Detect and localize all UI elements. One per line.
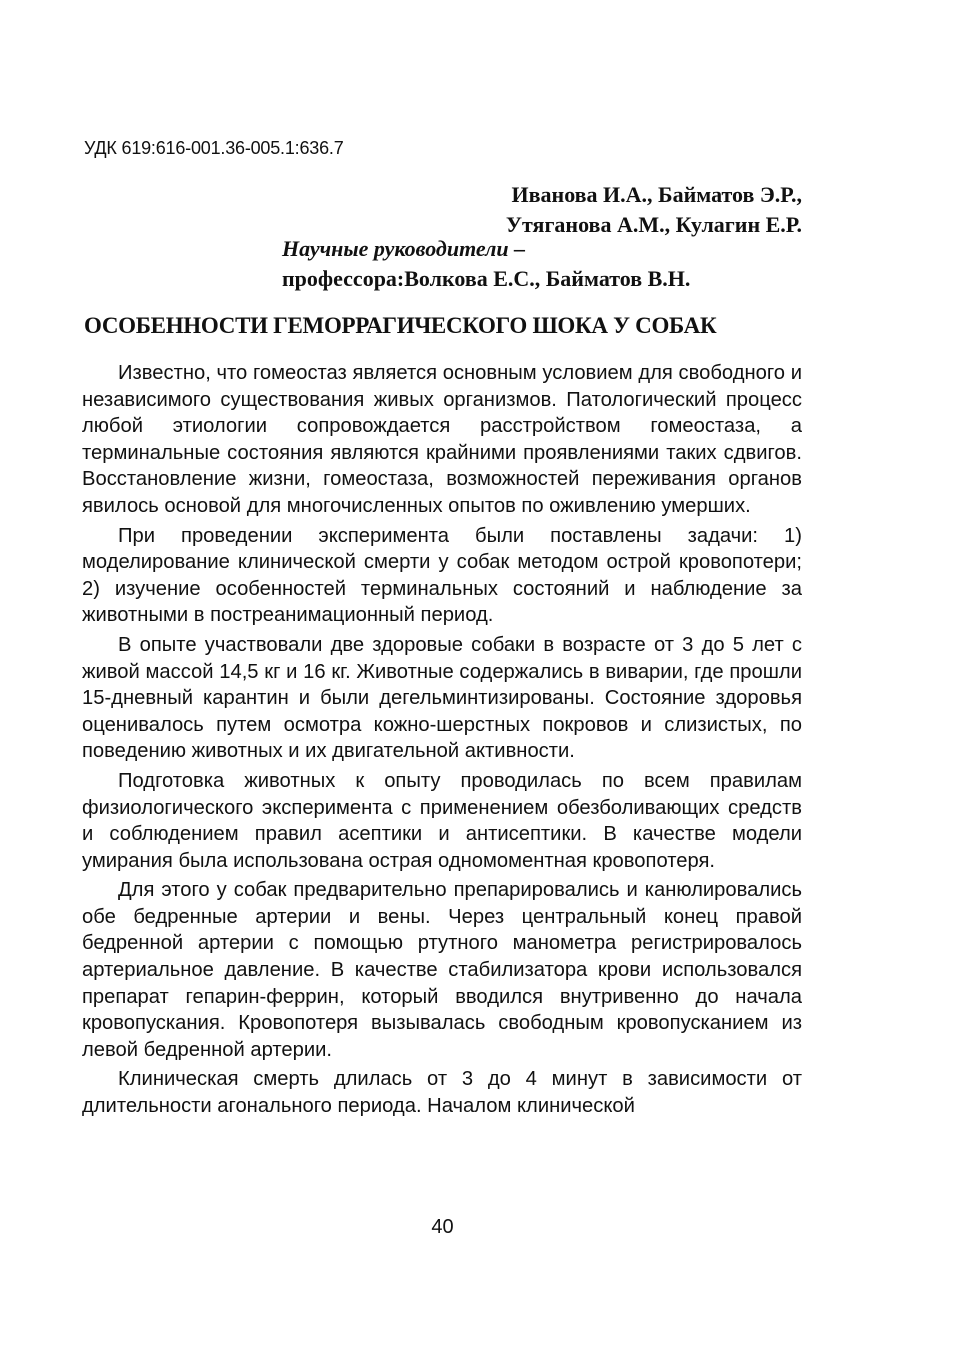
udk-code: УДК 619:616-001.36-005.1:636.7 bbox=[84, 138, 344, 158]
author-list bbox=[202, 180, 802, 240]
author-line: Утяганова А.М., Кулагин Е.Р. bbox=[505, 212, 802, 237]
article-body bbox=[82, 360, 802, 1123]
article-title: ОСОБЕННОСТИ ГЕМОРРАГИЧЕСКОГО ШОКА У СОБАК bbox=[84, 313, 717, 338]
body-paragraph: В опыте участвовали две здоровые собаки в возрасте от 3 до 5 лет с живой массой 14,5 кг и 16 кг. Животные содержались в виварии, где прошли 15-дневный карантин и были дегельминтизированы. Состояние здоровья оценивалось путем осмотра кожно-шерстных покровов и слизистых, по поведению животных и их двигательной активности. bbox=[82, 633, 802, 763]
body-paragraph: Подготовка животных к опыту проводилась по всем правилам физиологического эксперимента с применением обезболивающих средств и соблюдением правил асептики и антисептики. В качестве модели умирания была использована острая одномоментная кровопотеря. bbox=[82, 769, 802, 872]
supervisor-names: профессора:Волкова Е.С., Байматов В.Н. bbox=[282, 266, 691, 291]
body-paragraph: При проведении эксперимента были поставлены задачи: 1) моделирование клинической смерти у собак методом острой кровопотери; 2) изучение особенностей терминальных состояний и наблюдение за животными в постреанимационный период. bbox=[82, 524, 802, 627]
supervisor-block bbox=[282, 234, 690, 294]
body-paragraph: Клиническая смерть длилась от 3 до 4 минут в зависимости от длительности агонального периода. Началом клинической bbox=[82, 1068, 802, 1118]
supervisor-label: Научные руководители – bbox=[282, 236, 526, 261]
body-paragraph: Известно, что гомеостаз является основным условием для свободного и независимого существования живых организмов. Патологический процесс любой этиологии сопровождается расстройством гомеостаза, а терминальные состояния являются крайними проявлениями таких сдвигов. Восстановление жизни, гомеостаза, возможностей переживания органов явилось основой для многочисленных опытов по оживлению умерших. bbox=[82, 362, 802, 517]
page-number: 40 bbox=[431, 1216, 454, 1238]
author-line: Иванова И.А., Байматов Э.Р., bbox=[511, 182, 802, 207]
body-paragraph: Для этого у собак предварительно препарировались и канюлировались обе бедренные артерии и вены. Через центральный конец правой бедренной артерии с помощью ртутного манометра регистрировалось артериальное давление. В качестве стабилизатора крови использовался препарат гепарин-феррин, который вводился внутривенно до начала кровопускания. Кровопотеря вызывалась свободным кровопусканием из левой бедренной артерии. bbox=[82, 879, 802, 1061]
